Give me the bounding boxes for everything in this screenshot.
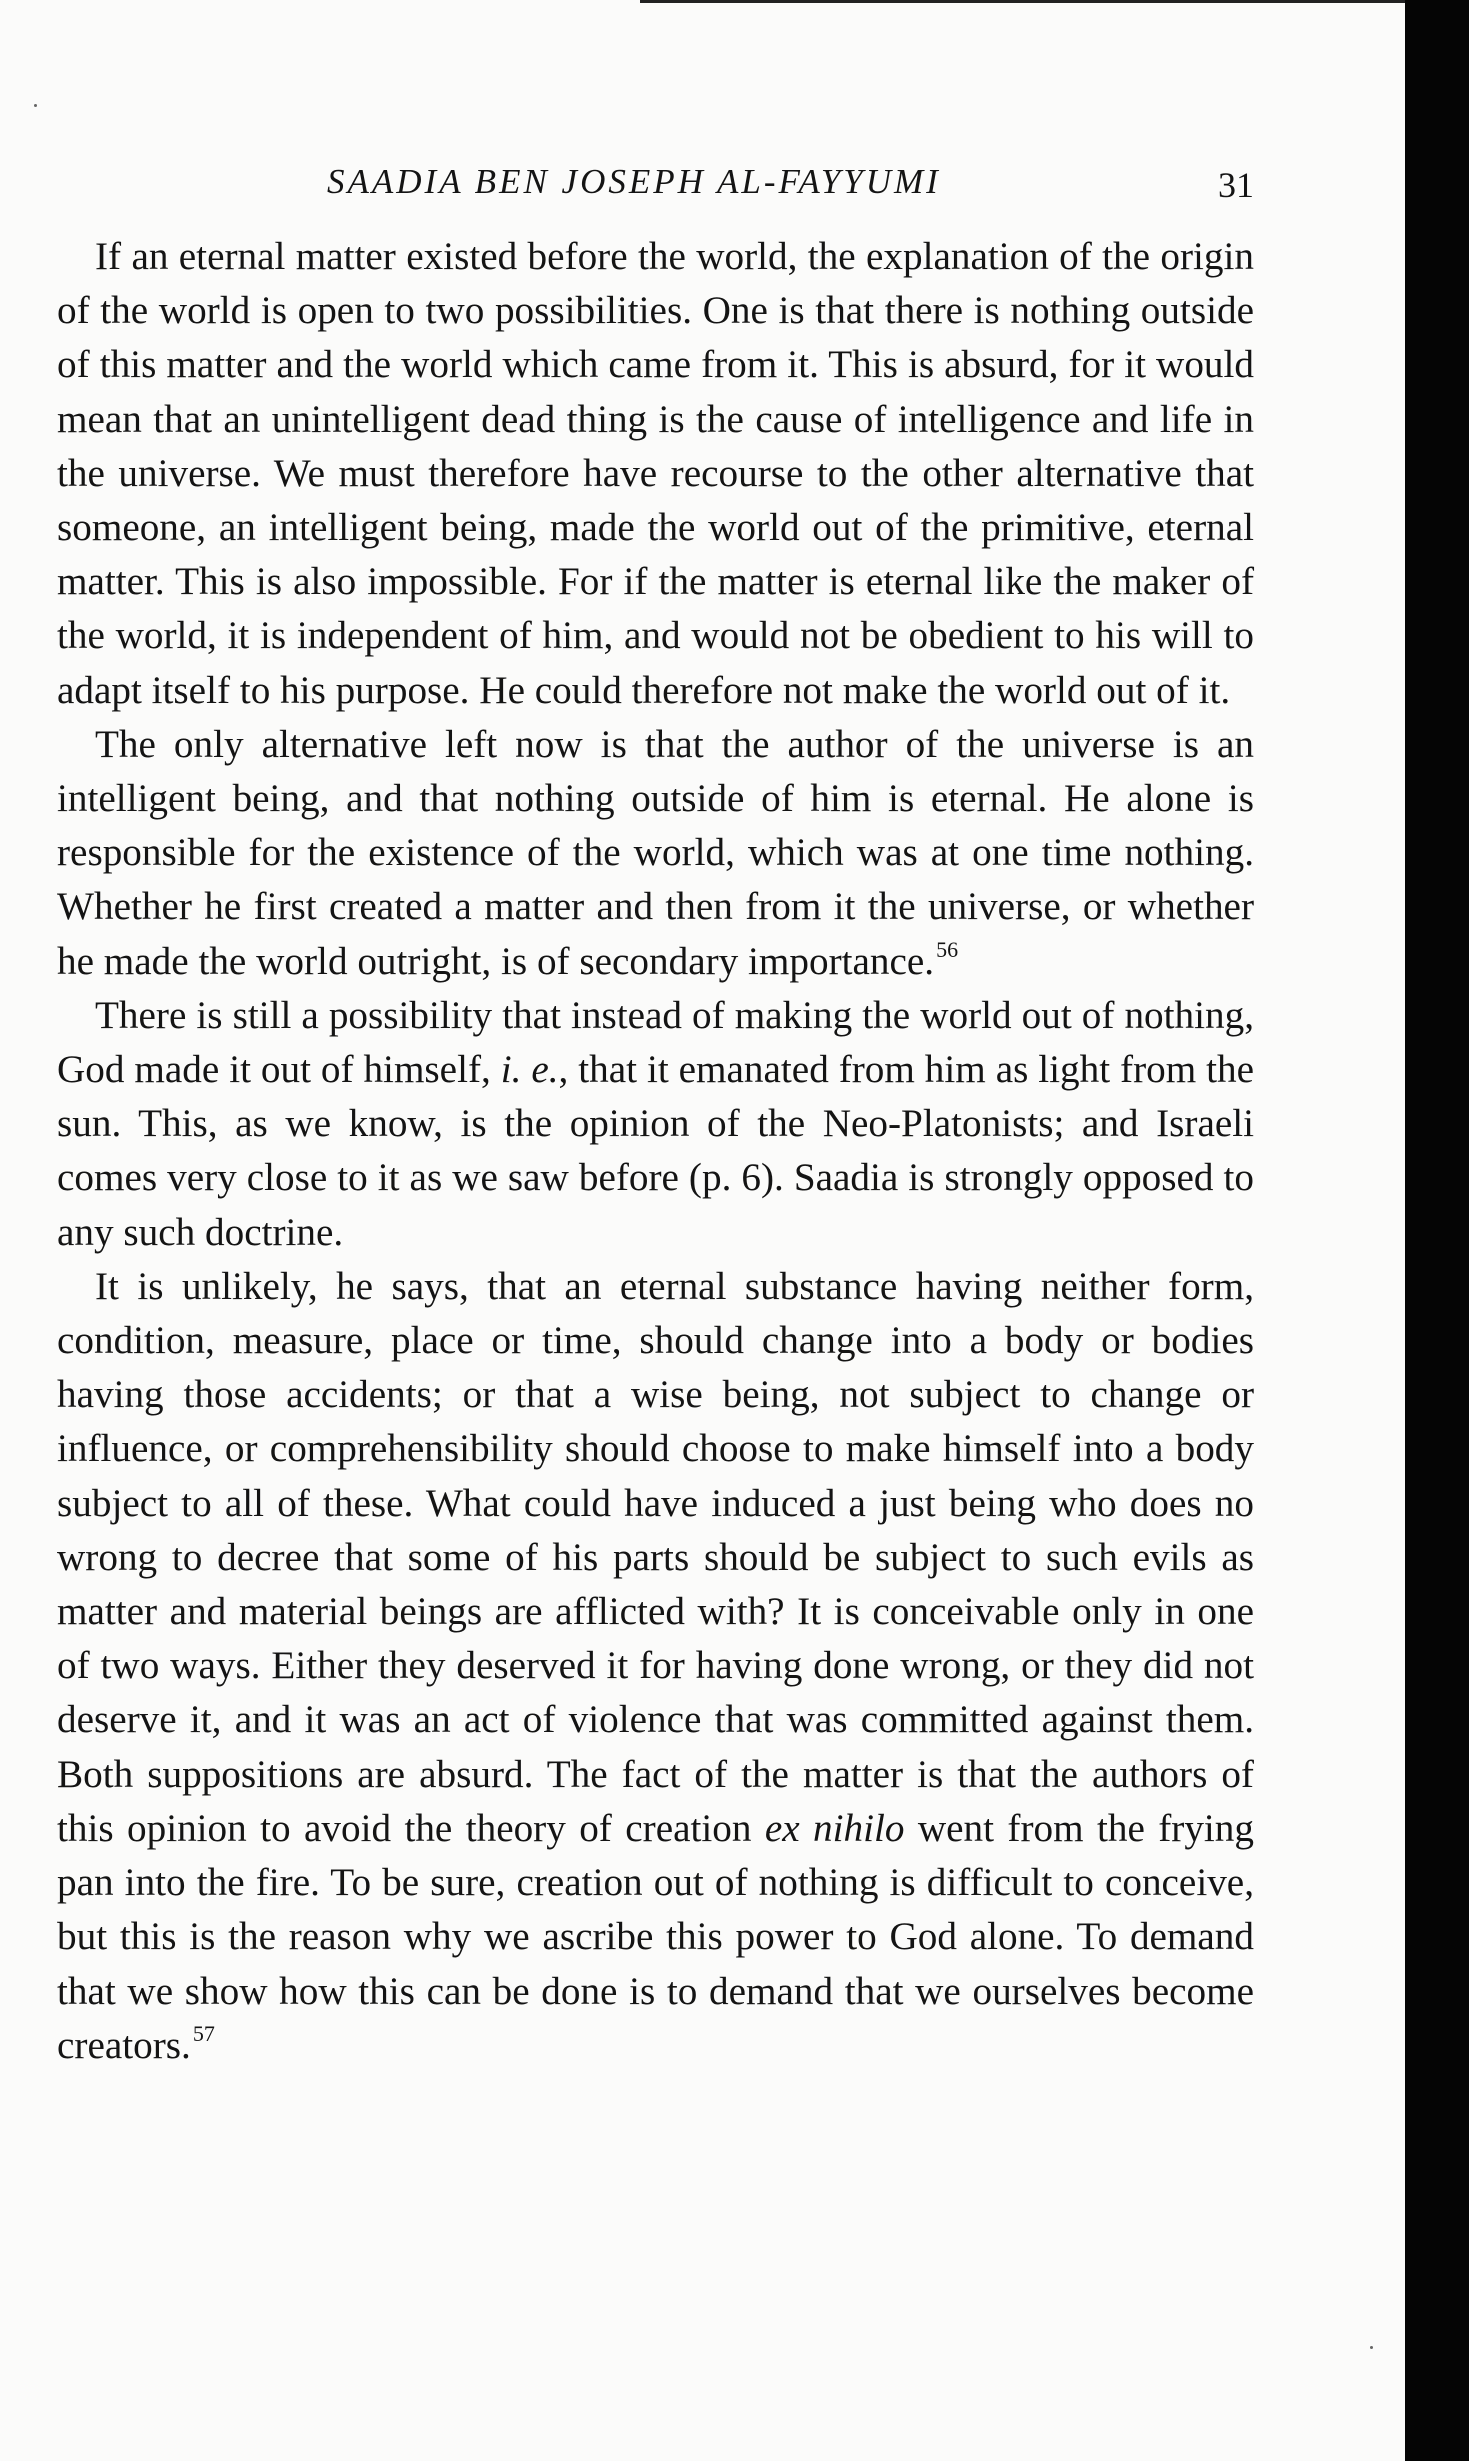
paragraph-text: There is still a possibility that instead of making the world out of nothing, God made it out of himself, [57,993,1254,1092]
running-title: SAADIA BEN JOSEPH AL-FAYYUMI [327,162,941,201]
paragraph-3 [57,989,1254,1260]
running-head [57,150,1254,210]
paragraph-1 [57,230,1254,718]
paragraph-text: , that it emanated from him as light from the sun. This, as we know, is the opinion of the Neo-Platonists; and Israeli comes very close to it as we saw before (p. 6). Saadia is strongly opposed to any such doctrine. [57,1048,1255,1254]
footnote-reference: 57 [192,2020,215,2046]
italic-abbreviation: i. e. [500,1048,559,1092]
paragraph-4 [57,1260,1254,2073]
paragraph-text: The only alternative left now is that the author of the universe is an intelligent being, and that nothing outside of him is eternal. He alone is responsible for the existence of the world, which was at one time nothing. Whether he first created a matter and then from it the universe, or whether he made the world outright, is of secondary importance. [57,722,1254,983]
paragraph-2 [57,718,1254,989]
page-body [57,150,1254,2073]
paragraph-text: If an eternal matter existed before the world, the explanation of the origin of the world is open to two possibilities. One is that there is nothing outside of this matter and the world which came from it. This is absurd, for it would mean that an unintelligent dead thing is the cause of intelligence and life in the universe. We must therefore have recourse to the other alternative that someone, an intelligent being, made the world out of the primitive, eternal matter. This is also impossible. For if the matter is eternal like the maker of the world, it is independent of him, and would not be obedient to his will to adapt itself to his purpose. He could therefore not make the world out of it. [57,235,1254,712]
paragraph-text: went from the frying pan into the fire. To be sure, creation out of nothing is difficult to conceive, but this is the reason why we ascribe this power to God alone. To demand that we show how this can be done is to demand that we ourselves become creators. [57,1806,1254,2067]
paragraph-text: It is unlikely, he says, that an eternal substance having neither form, condition, measure, place or time, should change into a body or bodies having those accidents; or that a wise being, not subject to change or influence, or comprehensibility should choose to make himself into a body subject to all of these. What could have induced a just being who does no wrong to decree that some of his parts should be subject to such evils as matter and material beings are afflicted with? It is conceivable only in one of two ways. Either they deserved it for having done wrong, or they did not deserve it, and it was an act of violence that was committed against them. Both suppositions are absurd. The fact of the matter is that the authors of this opinion to avoid the theory of creation [57,1264,1254,1850]
page-number: 31 [1218,165,1254,205]
scan-speck [34,104,37,107]
italic-latin-phrase: ex nihilo [764,1806,905,1850]
scan-speck [1370,2346,1373,2349]
scan-right-edge [1405,0,1469,2461]
scan-top-edge [640,0,1410,3]
footnote-reference: 56 [936,936,959,962]
